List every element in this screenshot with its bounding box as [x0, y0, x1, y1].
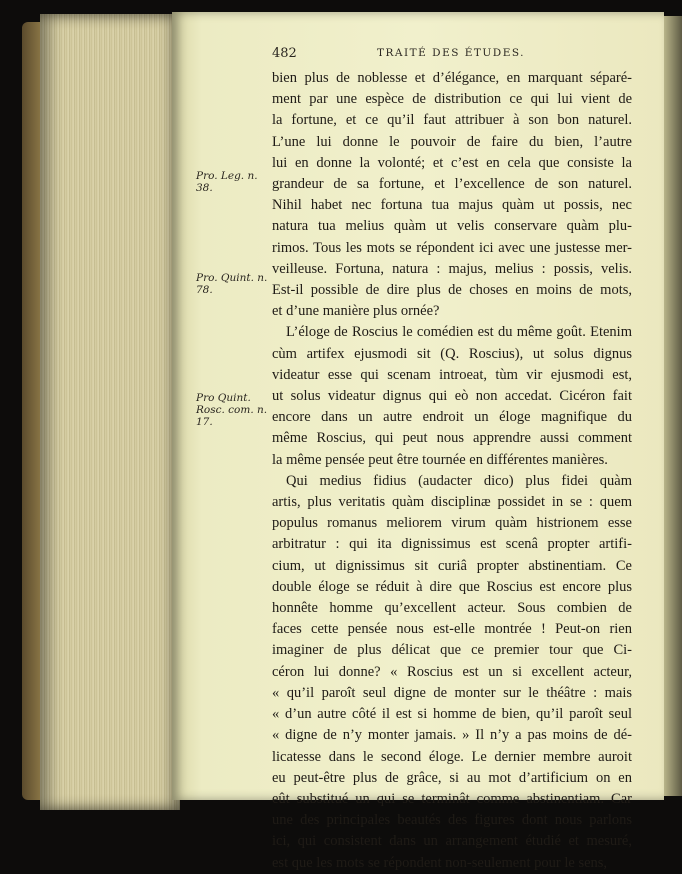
- text-line: « d’un autre côté il est si homme de bien, qu’il paroît seul: [272, 706, 632, 723]
- running-title: TRAITÉ DES ÉTUDES.: [377, 47, 526, 59]
- text-line: artis, plus veritatis quàm disciplinæ possidet in se : quem: [272, 494, 632, 511]
- text-line: Nihil habet nec fortuna tua majus quàm ut possis, nec: [272, 197, 632, 214]
- margin-note: Pro. Leg. n. 38.: [196, 170, 258, 194]
- text-line: bien plus de noblesse et d’élégance, en marquant séparé-: [272, 70, 632, 86]
- text-line: encore dans un autre endroit un éloge magnifique du: [272, 409, 632, 426]
- text-line: cium, ut dignissimus sit curiâ propter abstinentiam. Ce: [272, 557, 632, 574]
- text-line: populus romanus meliorem virum quàm histrionem esse: [272, 515, 632, 532]
- text-line: la même pensée peut être tournée en différentes manières.: [272, 451, 608, 468]
- text-line: Qui medius fidius (audacter dico) plus fidei quàm: [286, 472, 632, 489]
- text-line: ment par une espèce de distribution ce qui lui vient de: [272, 91, 632, 108]
- text-line: Est-il possible de dire plus de choses en moins de mots,: [272, 282, 632, 299]
- text-line: ut solus videatur dignus qui eò non accedat. Cicéron fait: [272, 388, 632, 405]
- text-line: une des principales beautés des figures dont nous parlons: [272, 812, 632, 829]
- text-line: céron lui donne? « Roscius est un si excellent acteur,: [272, 663, 632, 680]
- text-line: même Roscius, qui peut nous apprendre aussi comment: [272, 430, 632, 447]
- text-line: L’éloge de Roscius le comédien est du même goût. Etenim: [286, 324, 632, 341]
- text-line: est que les mots se répondent non-seulement pour le sens,: [272, 854, 608, 871]
- facing-page-edge: [664, 16, 682, 796]
- page-edges: [40, 14, 180, 810]
- text-line: grandeur de sa fortune, et l’excellence de son naturel.: [272, 176, 632, 193]
- text-line: licatesse dans le second éloge. Le dernier membre auroit: [272, 748, 632, 765]
- text-line: « digne de n’y monter jamais. » Il n’y a pas moins de dé-: [272, 727, 632, 744]
- text-line: imaginer de plus délicat que ce premier tour que Ci-: [272, 642, 632, 659]
- text-line: double éloge se réduit à dire que Roscius est encore plus: [272, 578, 632, 595]
- text-line: veilleuse. Fortuna, natura : majus, melius : possis, velis.: [272, 260, 632, 277]
- text-line: eût substitué un qui se terminât comme abstinentiam. Car: [272, 790, 632, 807]
- margin-note: Pro Quint. Rosc. com. n. 17.: [196, 392, 268, 428]
- text-line: lui en donne la volonté; et c’est en cela que consiste la: [272, 154, 632, 171]
- text-line: ici, qui consistent dans un arrangement étudié et mesuré,: [272, 833, 632, 850]
- text-line: la fortune, et ce qu’il faut attribuer à son bon naturel.: [272, 112, 632, 129]
- text-line: eu peut-être plus de grâce, si au mot d’artificium on en: [272, 769, 632, 786]
- page-number: 482: [272, 46, 297, 61]
- text-line: rimos. Tous les mots se répondent ici avec une justesse mer-: [272, 239, 632, 256]
- text-line: honnête homme qu’excellent acteur. Sous combien de: [272, 600, 632, 617]
- text-line: L’une lui donne le pouvoir de faire du bien, l’autre: [272, 133, 632, 150]
- margin-note: Pro. Quint. n. 78.: [196, 272, 268, 296]
- text-line: videatur esse qui scenam introeat, tùm vir ejusmodi est,: [272, 366, 632, 383]
- text-line: cùm artifex ejusmodi sit (Q. Roscius), ut solus dignus: [272, 345, 632, 362]
- text-line: faces cette pensée nous est-elle montrée ! Peut-on rien: [272, 621, 632, 638]
- text-line: arbitratur : qui ita dignissimus est scenâ propter artifi-: [272, 536, 632, 553]
- text-line: natura tua melius quàm ut velis conservare quàm plu-: [272, 218, 632, 235]
- text-line: « qu’il paroît seul digne de monter sur le théâtre : mais: [272, 684, 632, 701]
- text-line: et d’une manière plus ornée?: [272, 303, 440, 320]
- body-text: [272, 68, 632, 874]
